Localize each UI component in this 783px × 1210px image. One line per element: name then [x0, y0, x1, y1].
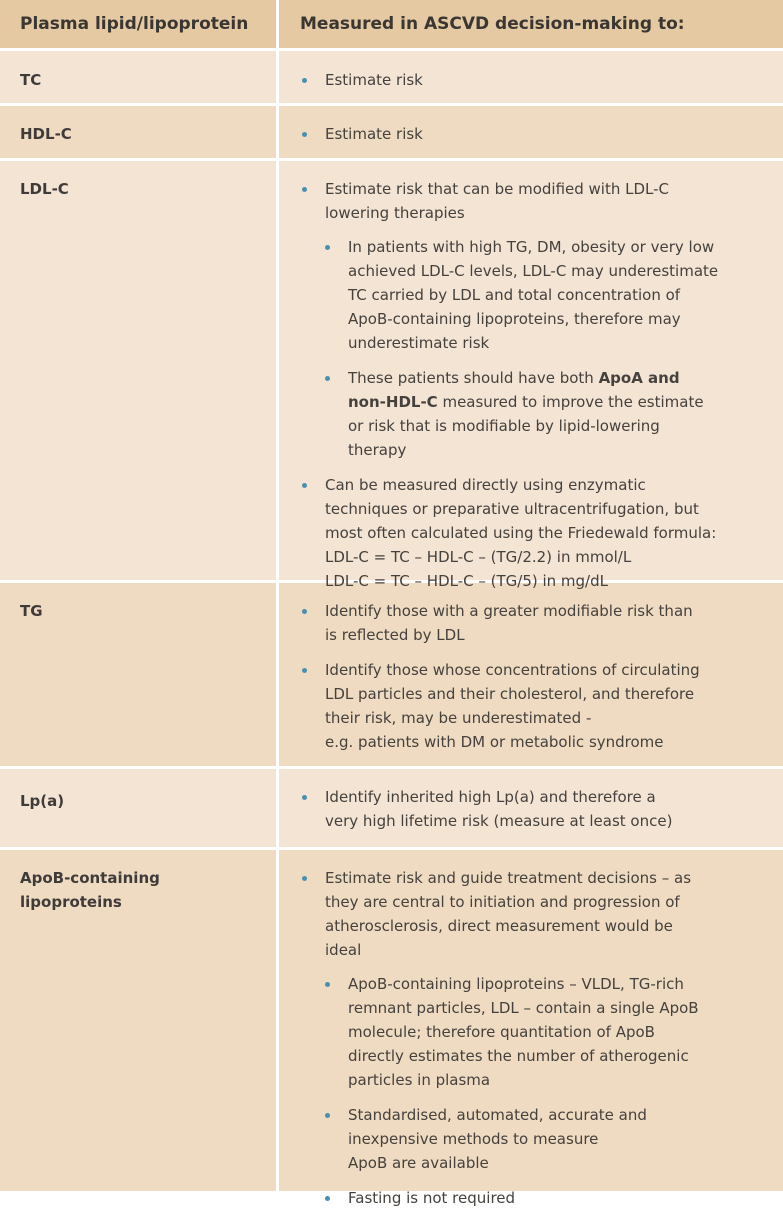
header-col-lipid: Plasma lipid/lipoprotein: [0, 0, 279, 48]
formula-mgdl: LDL-C = TC – HDL-C – (TG/5) in mg/dL: [325, 572, 608, 590]
list-item: [302, 177, 721, 462]
table-row-apob: [0, 850, 783, 1207]
row-label: HDL-C: [20, 125, 72, 143]
sub-item-text: ApoB are available: [348, 1154, 489, 1172]
table-header: [0, 0, 783, 51]
list-item: Estimate risk: [302, 122, 783, 146]
bullet-list: [302, 866, 711, 1210]
sub-list-item: In patients with high TG, DM, obesity or very low achieved LDL-C levels, LDL-C may underestimate TC carried by LDL and total concentration of ApoB-containing lipoproteins, therefore may underestimate risk: [325, 235, 721, 355]
list-item: Estimate risk: [302, 68, 783, 92]
row-label: TC: [20, 71, 42, 89]
sub-list-item: ApoB-containing lipoproteins – VLDL, TG-rich remnant particles, LDL – contain a single ApoB molecule; therefore quantitation of ApoB directly estimates the number of atherogenic particles in plasma: [325, 972, 711, 1092]
list-item-text: Can be measured directly using enzymatic techniques or preparative ultracentrifugation, but most often calculated using the Friedewald formula:: [325, 476, 717, 542]
sub-bullet-list: [325, 235, 721, 462]
bullet-list: [302, 599, 703, 754]
row-label: LDL-C: [20, 180, 69, 198]
list-item: [302, 866, 711, 1210]
list-item: [302, 473, 721, 593]
sub-item-bold-text: ApoA and non-HDL-C: [348, 369, 680, 411]
list-item: [302, 658, 703, 754]
table-row-ldl-c: [0, 161, 783, 590]
list-item: Identify those with a greater modifiable risk than is reflected by LDL: [302, 599, 703, 647]
formula-mmol: LDL-C = TC – HDL-C – (TG/2.2) in mmol/L: [325, 548, 632, 566]
sub-list-item: Fasting is not required: [325, 1186, 711, 1210]
header-col-measured: Measured in ASCVD decision-making to:: [300, 14, 685, 34]
row-label: TG: [20, 602, 43, 620]
list-item-text: Estimate risk and guide treatment decisions – as they are central to initiation and progression of atherosclerosis, direct measurement would be ideal: [325, 869, 692, 959]
bullet-list: [302, 785, 688, 833]
bullet-list: [302, 177, 721, 593]
list-item-text: Identify those whose concentrations of circulating LDL particles and their cholesterol, and therefore their risk, may be underestimated -: [325, 661, 700, 727]
row-label: Lp(a): [20, 792, 65, 810]
sub-list-item: [325, 366, 721, 462]
sub-list-item: [325, 1103, 711, 1175]
table-row-tg: [0, 583, 783, 769]
sub-item-text: Standardised, automated, accurate and inexpensive methods to measure: [348, 1106, 647, 1148]
bullet-list: [302, 68, 783, 92]
sub-item-text: These patients should have both: [348, 369, 599, 387]
list-item: Identify inherited high Lp(a) and therefore a very high lifetime risk (measure at least once): [302, 785, 688, 833]
table-row-tc: [0, 51, 783, 106]
table-row-lpa: [0, 769, 783, 850]
sub-bullet-list: [325, 972, 711, 1210]
bullet-list: [302, 122, 783, 146]
table-row-hdl-c: [0, 106, 783, 161]
list-item-text: Estimate risk that can be modified with LDL-C lowering therapies: [325, 180, 670, 222]
list-item-example: e.g. patients with DM or metabolic syndrome: [325, 733, 664, 751]
row-label: ApoB-containing lipoproteins: [20, 869, 160, 911]
sub-item-text: measured to improve the estimate or risk that is modifiable by lipid-lowering therapy: [348, 393, 704, 459]
